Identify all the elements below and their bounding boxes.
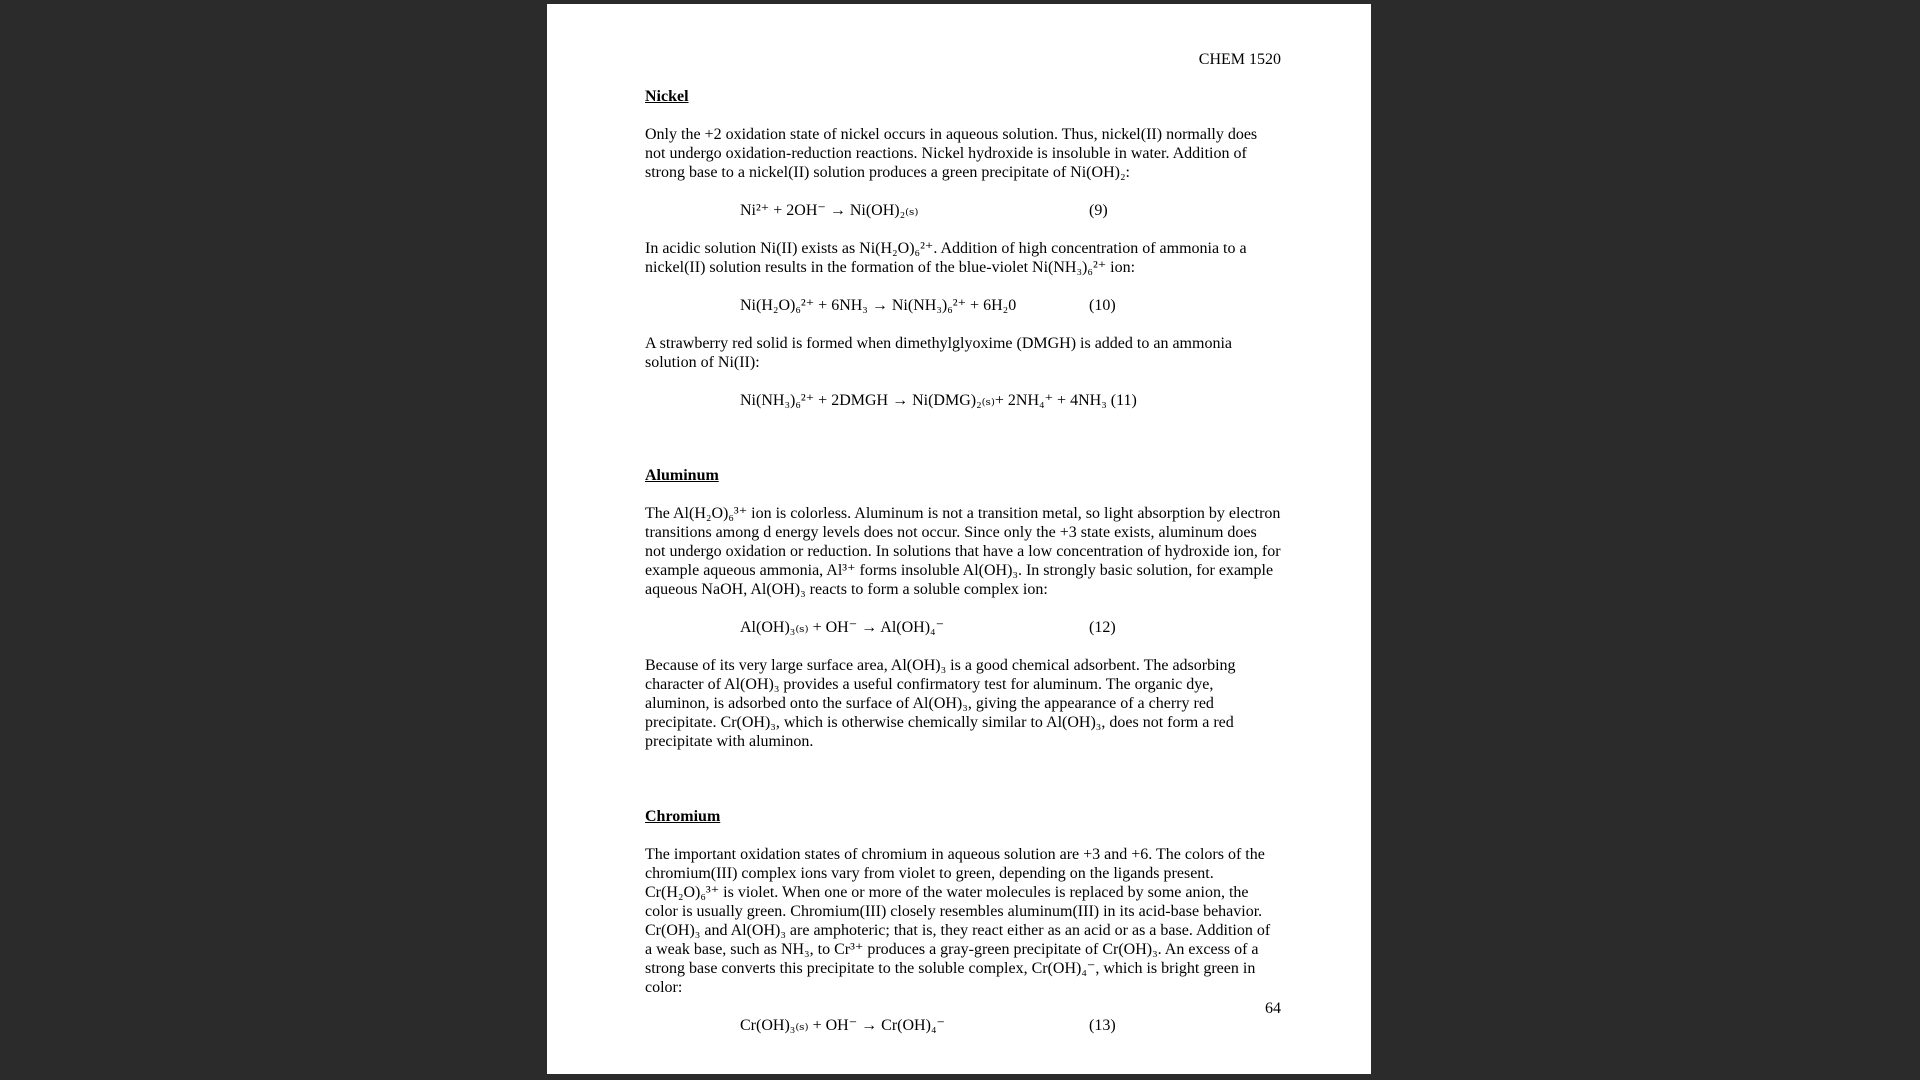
equation-10-number: (10): [1089, 297, 1116, 314]
equation-12: [645, 618, 1281, 637]
paragraph-nickel-3: A strawberry red solid is formed when dimethylglyoxime (DMGH) is added to an ammonia solution of Ni(II):: [645, 335, 1232, 371]
equation-11-number: (11): [1110, 392, 1137, 409]
section-title-nickel: Nickel: [645, 88, 689, 105]
equation-10-formula: Ni(H₂O)₆²⁺ + 6NH₃ → Ni(NH₃)₆²⁺ + 6H₂0: [740, 297, 1017, 314]
section-title-chromium: Chromium: [645, 808, 721, 825]
equation-13: [645, 1016, 1281, 1035]
paragraph-nickel-2: In acidic solution Ni(II) exists as Ni(H₂O)₆²⁺. Addition of high concentration of ammonia to a nickel(II) solution results in the formation of the blue-violet Ni(NH₃)₆²⁺ ion:: [645, 240, 1247, 276]
page-content: [645, 4, 1281, 1035]
equation-13-formula: Cr(OH)₃₍ₛ₎ + OH⁻ → Cr(OH)₄⁻: [740, 1017, 945, 1034]
equation-13-number: (13): [1089, 1017, 1116, 1034]
equation-11-formula: Ni(NH₃)₆²⁺ + 2DMGH → Ni(DMG)₂₍ₛ₎+ 2NH₄⁺ + 4NH₃: [740, 392, 1107, 409]
equation-12-number: (12): [1089, 619, 1116, 636]
paragraph-nickel-1: Only the +2 oxidation state of nickel occurs in aqueous solution. Thus, nickel(II) normally does not undergo oxidation-reduction reactions. Nickel hydroxide is insoluble in water. Addition of strong base to a nickel(II) solution produces a green precipitate of Ni(OH)₂:: [645, 126, 1258, 181]
page-number: 64: [1265, 1000, 1281, 1017]
equation-11: [645, 391, 1281, 410]
paragraph-aluminum-1: The Al(H₂O)₆³⁺ ion is colorless. Aluminum is not a transition metal, so light absorption by electron transitions among d energy levels does not occur. Since only the +3 state exists, aluminum does not undergo oxidation or reduction. In solutions that have a low concentration of hydroxide ion, for example aqueous ammonia, Al³⁺ forms insoluble Al(OH)₃. In strongly basic solution, for example aqueous NaOH, Al(OH)₃ reacts to form a soluble complex ion:: [645, 505, 1281, 598]
equation-9-number: (9): [1089, 202, 1108, 219]
document-page: [547, 4, 1371, 1074]
equation-10: [645, 296, 1281, 315]
paragraph-chromium-1: The important oxidation states of chromium in aqueous solution are +3 and +6. The colors of the chromium(III) complex ions vary from violet to green, depending on the ligands present. Cr(H₂O)₆³⁺ is violet. When one or more of the water molecules is replaced by some anion, the color is usually green. Chromium(III) closely resembles aluminum(III) in its acid-base behavior. Cr(OH)₃ and Al(OH)₃ are amphoteric; that is, they react either as an acid or as a base. Addition of a weak base, such as NH₃, to Cr³⁺ produces a gray-green precipitate of Cr(OH)₃. An excess of a strong base converts this precipitate to the soluble complex, Cr(OH)₄⁻, which is bright green in color:: [645, 846, 1271, 996]
equation-12-formula: Al(OH)₃₍ₛ₎ + OH⁻ → Al(OH)₄⁻: [740, 619, 945, 636]
paragraph-aluminum-2: Because of its very large surface area, Al(OH)₃ is a good chemical adsorbent. The adsorbing character of Al(OH)₃ provides a useful confirmatory test for aluminum. The organic dye, aluminon, is adsorbed onto the surface of Al(OH)₃, giving the appearance of a cherry red precipitate. Cr(OH)₃, which is otherwise chemically similar to Al(OH)₃, does not form a red precipitate with aluminon.: [645, 657, 1236, 750]
equation-9: [645, 201, 1281, 220]
equation-9-formula: Ni²⁺ + 2OH⁻ → Ni(OH)₂₍ₛ₎: [740, 202, 919, 219]
course-header: CHEM 1520: [1198, 51, 1281, 68]
section-title-aluminum: Aluminum: [645, 467, 719, 484]
